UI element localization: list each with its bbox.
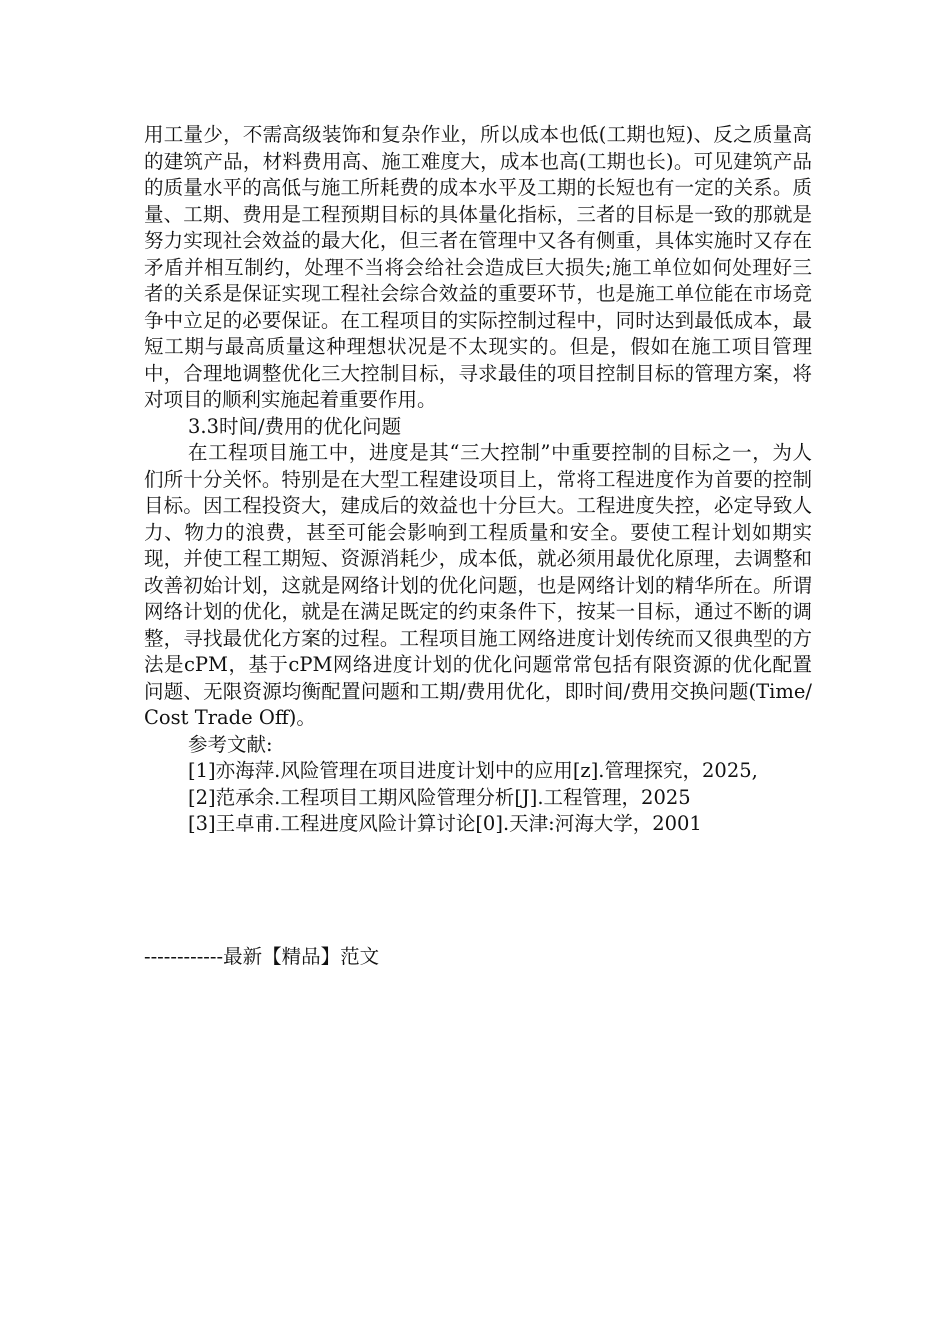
footer-tagline: ------------最新【精品】范文	[144, 945, 380, 968]
reference-item-3: [3]王卓甫.工程进度风险计算讨论[0].天津:河海大学，2001	[188, 812, 702, 835]
body-paragraph-2: 在工程项目施工中，进度是其“三大控制”中重要控制的目标之一，为人们所十分关怀。特别是在大型工程建设项目上，常将工程进度作为首要的控制目标。因工程投资大，建成后的效益也十分巨大。工程进度失控，必定导致人力、物力的浪费，甚至可能会影响到工程质量和安全。要使工程计划如期实现，并使工程工期短、资源消耗少，成本低，就必须用最优化原理，去调整和改善初始计划，这就是网络计划的优化问题，也是网络计划的精华所在。所谓网络计划的优化，就是在满足既定的约束条件下，按某一目标，通过不断的调整，寻找最优化方案的过程。工程项目施工网络进度计划传统而又很典型的方法是cPM，基于cPM网络进度计划的优化问题常常包括有限资源的优化配置问题、无限资源均衡配置问题和工期/费用优化，即时间/费用交换问题(Time/Cost Trade Off)。	[144, 441, 812, 729]
document-body	[144, 122, 812, 838]
reference-item-1: [1]亦海萍.风险管理在项目进度计划中的应用[z].管理探究，2025,	[188, 759, 758, 782]
section-heading: 3.3时间/费用的优化问题	[188, 414, 402, 438]
reference-item-2: [2]范承余.工程项目工期风险管理分析[J].工程管理，2025	[188, 785, 691, 809]
body-paragraph-1: 用工量少，不需高级装饰和复杂作业，所以成本也低(工期也短)、反之质量高的建筑产品，材料费用高、施工难度大，成本也高(工期也长)。可见建筑产品的质量水平的高低与施工所耗费的成本水平及工期的长短也有一定的关系。质量、工期、费用是工程预期目标的具体量化指标，三者的目标是一致的那就是努力实现社会效益的最大化，但三者在管理中又各有侧重，具体实施时又存在矛盾并相互制约，处理不当将会给社会造成巨大损失;施工单位如何处理好三者的关系是保证实现工程社会综合效益的重要环节，也是施工单位能在市场竞争中立足的必要保证。在工程项目的实际控制过程中，同时达到最低成本，最短工期与最高质量这种理想状况是不太现实的。但是，假如在施工项目管理中，合理地调整优化三大控制目标，寻求最佳的项目控制目标的管理方案，将对项目的顺利实施起着重要作用。	[144, 123, 812, 411]
references-heading: 参考文献:	[188, 732, 273, 756]
